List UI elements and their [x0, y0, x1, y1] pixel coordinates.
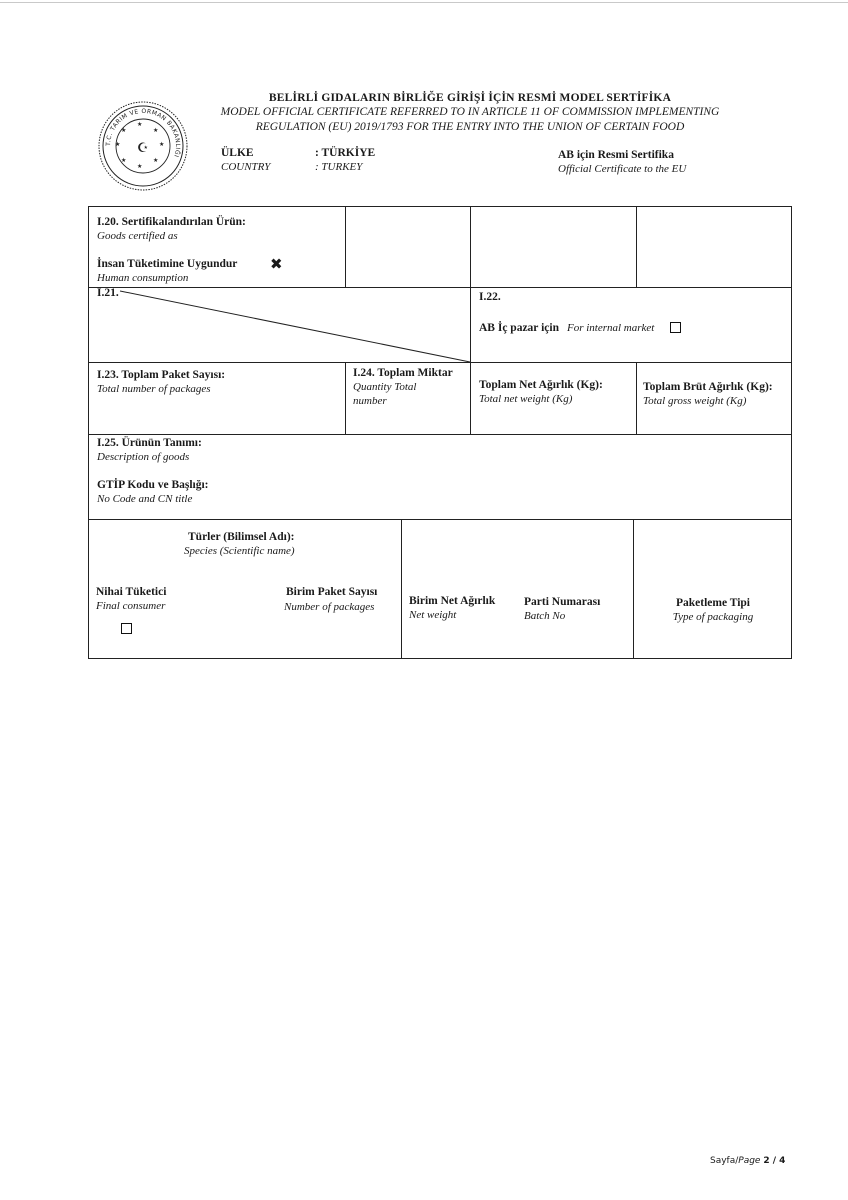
- final-consumer-subtitle: Final consumer: [96, 600, 166, 612]
- species-subtitle: Species (Scientific name): [184, 545, 295, 557]
- internal-market-label: AB İç pazar için: [479, 322, 559, 334]
- internal-market-checkbox[interactable]: [670, 322, 681, 333]
- gtip-subtitle: No Code and CN title: [97, 493, 193, 505]
- svg-text:★: ★: [137, 163, 143, 170]
- unit-net-weight-subtitle: Net weight: [409, 609, 457, 621]
- batch-number-title: Parti Numarası: [524, 596, 601, 608]
- svg-text:★: ★: [153, 157, 159, 164]
- eu-cert-label: AB için Resmi Sertifika: [558, 149, 674, 161]
- svg-text:★: ★: [115, 141, 121, 148]
- i21-title: I.21.: [97, 287, 119, 299]
- total-net-weight-subtitle: Total net weight (Kg): [479, 393, 573, 405]
- i24-subtitle-1: Quantity Total: [353, 381, 417, 393]
- total-gross-weight-title: Toplam Brüt Ağırlık (Kg):: [643, 381, 773, 393]
- human-consumption-label-en: Human consumption: [97, 272, 189, 284]
- eu-cert-label-en: Official Certificate to the EU: [558, 163, 687, 175]
- total-net-weight-title: Toplam Net Ağırlık (Kg):: [479, 379, 603, 391]
- i20-title: I.20. Sertifikalandırılan Ürün:: [97, 216, 246, 228]
- country-value-en: : TURKEY: [315, 161, 363, 173]
- svg-text:★: ★: [137, 121, 143, 128]
- final-consumer-title: Nihai Tüketici: [96, 586, 167, 598]
- i25-title: I.25. Ürünün Tanımı:: [97, 437, 202, 449]
- unit-packages-title: Birim Paket Sayısı: [286, 586, 378, 598]
- unit-net-weight-title: Birim Net Ağırlık: [409, 595, 496, 607]
- species-title: Türler (Bilimsel Adı):: [188, 531, 295, 543]
- country-label: ÜLKE: [221, 147, 254, 159]
- svg-text:T.C. TARIM VE ORMAN BAKANLIĞI: T.C. TARIM VE ORMAN BAKANLIĞI: [104, 107, 182, 159]
- internal-market-option[interactable]: [479, 318, 681, 336]
- i23-subtitle: Total number of packages: [97, 383, 211, 395]
- internal-market-label-en: For internal market: [566, 322, 655, 334]
- certificate-subtitle: MODEL OFFICIAL CERTIFICATE REFERRED TO IN ARTICLE 11 OF COMMISSION IMPLEMENTING REGULATION (EU) 2019/1793 FOR THE ENTRY INTO THE UNION OF CERTAIN FOOD: [220, 106, 720, 133]
- svg-text:★: ★: [159, 141, 165, 148]
- country-label-en: COUNTRY: [221, 161, 271, 173]
- i25-subtitle: Description of goods: [97, 451, 190, 463]
- svg-text:☪: ☪: [137, 141, 149, 156]
- i24-subtitle-2: number: [353, 395, 387, 407]
- human-consumption-check-icon[interactable]: ✖: [270, 255, 283, 273]
- i24-title: I.24. Toplam Miktar: [353, 367, 453, 379]
- certificate-title: BELİRLİ GIDALARIN BİRLİĞE GİRİŞİ İÇİN RESMİ MODEL SERTİFİKA: [268, 92, 672, 104]
- human-consumption-label: İnsan Tüketimine Uygundur: [97, 258, 238, 270]
- final-consumer-checkbox[interactable]: [121, 623, 132, 634]
- page-number: Sayfa/Page 2 / 4: [710, 1156, 786, 1166]
- packaging-type-title: Paketleme Tipi: [675, 597, 750, 609]
- i22-title: I.22.: [479, 291, 501, 303]
- packaging-type-subtitle: Type of packaging: [672, 611, 754, 623]
- country-value: : TÜRKİYE: [315, 147, 376, 159]
- gtip-title: GTİP Kodu ve Başlığı:: [97, 479, 209, 491]
- svg-text:★: ★: [153, 127, 159, 134]
- i23-title: I.23. Toplam Paket Sayısı:: [97, 369, 226, 381]
- i20-subtitle: Goods certified as: [97, 230, 178, 242]
- batch-number-subtitle: Batch No: [524, 610, 566, 622]
- unit-packages-subtitle: Number of packages: [284, 601, 375, 613]
- svg-text:★: ★: [121, 127, 127, 134]
- svg-text:★: ★: [121, 157, 127, 164]
- total-gross-weight-subtitle: Total gross weight (Kg): [643, 395, 747, 407]
